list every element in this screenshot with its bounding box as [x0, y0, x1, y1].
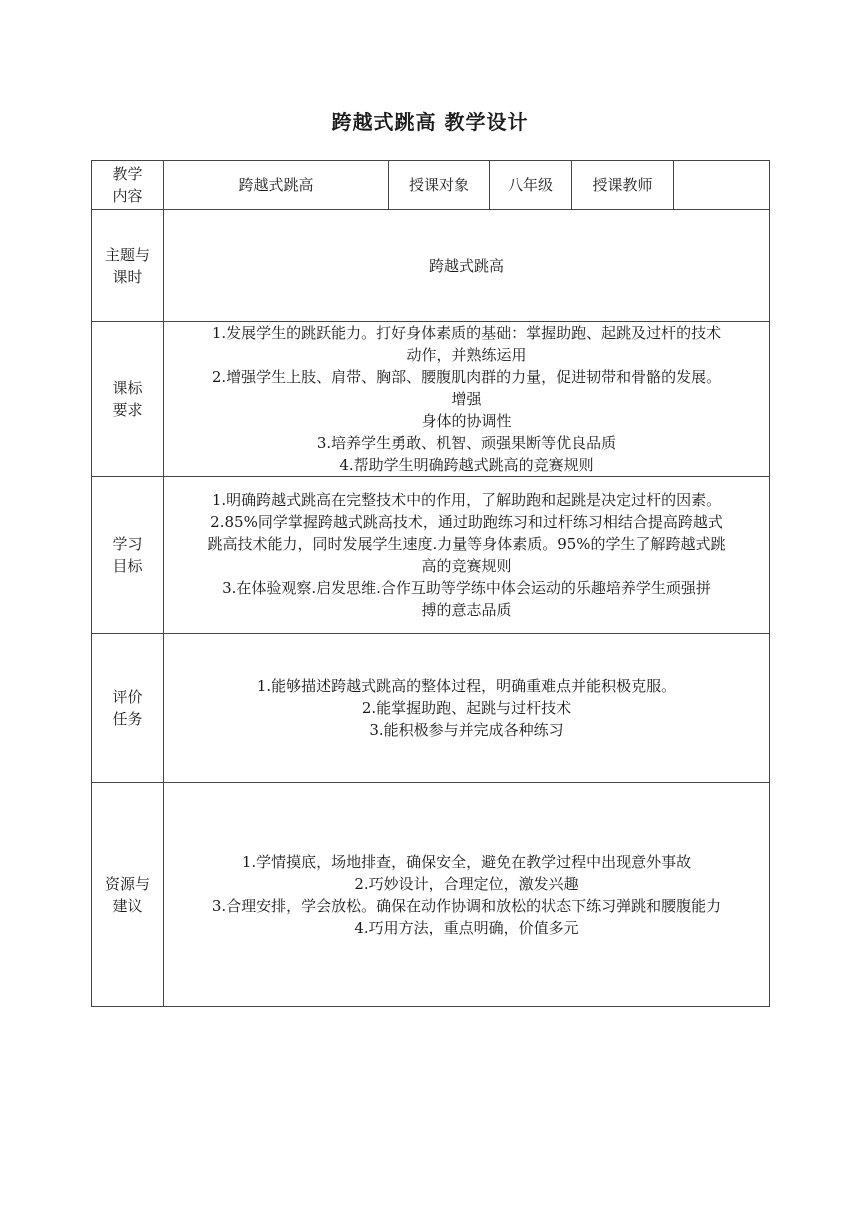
lesson-plan-table	[91, 160, 770, 1007]
standard-line: 3.培养学生勇敢、机智、顽强果断等优良品质	[316, 434, 617, 452]
goals-row	[92, 477, 770, 634]
goals-line: 搏的意志品质	[421, 601, 512, 619]
standard-row	[92, 322, 770, 477]
standard-line: 身体的协调性	[421, 412, 512, 430]
goals-line: 高的竞赛规则	[421, 557, 512, 575]
teacher-value-cell	[674, 161, 770, 210]
target-label-cell: 授课对象	[389, 161, 490, 210]
resources-line: 1.学情摸底，场地排查，确保安全，避免在教学过程中出现意外事故	[241, 852, 692, 871]
goals-label-line2: 目标	[112, 557, 143, 575]
assessment-line: 1.能够描述跨越式跳高的整体过程，明确重难点并能积极克服。	[256, 677, 677, 695]
standard-label-line1: 课标	[112, 379, 143, 397]
content-row	[92, 161, 770, 210]
topic-value-cell: 跨越式跳高	[164, 210, 770, 322]
resources-label-line2: 建议	[112, 896, 143, 915]
assessment-label-cell	[92, 634, 164, 783]
content-label-line2: 内容	[112, 187, 143, 205]
goals-line: 1.明确跨越式跳高在完整技术中的作用，了解助跑和起跳是决定过杆的因素。	[211, 491, 722, 509]
goals-content-cell	[164, 477, 770, 634]
document-title: 跨越式跳高 教学设计	[331, 110, 529, 134]
goals-line: 跳高技术能力，同时发展学生速度.力量等身体素质。95%的学生了解跨越式跳	[207, 535, 726, 553]
assessment-line: 2.能掌握助跑、起跳与过杆技术	[361, 699, 572, 717]
topic-label-line1: 主题与	[104, 245, 150, 264]
topic-label-line2: 课时	[112, 267, 143, 286]
standard-line: 1.发展学生的跳跃能力。打好身体素质的基础：掌握助跑、起跳及过杆的技术	[211, 324, 722, 342]
topic-label-cell	[92, 210, 164, 322]
content-value-cell: 跨越式跳高	[164, 161, 389, 210]
resources-line: 3.合理安排，学会放松。确保在动作协调和放松的状态下练习弹跳和腰腹能力	[211, 896, 722, 915]
assessment-content-cell	[164, 634, 770, 783]
standard-line: 4.帮助学生明确跨越式跳高的竞赛规则	[339, 456, 594, 474]
standard-label-cell	[92, 322, 164, 477]
goals-line: 3.在体验观察.启发思维.合作互助等学练中体会运动的乐趣培养学生顽强拼	[222, 579, 711, 597]
standard-content-cell	[164, 322, 770, 477]
standard-line: 2.增强学生上肢、肩带、胸部、腰腹肌肉群的力量，促进韧带和骨骼的发展。	[211, 368, 722, 386]
assessment-label-line2: 任务	[112, 710, 143, 728]
topic-row	[92, 210, 770, 322]
goals-label-line1: 学习	[112, 535, 143, 553]
resources-line: 2.巧妙设计，合理定位，激发兴趣	[354, 874, 579, 893]
content-label-line1: 教学	[112, 165, 143, 183]
standard-line: 增强	[451, 390, 482, 408]
standard-line: 动作，并熟练运用	[406, 346, 527, 364]
resources-content-cell	[164, 783, 770, 1007]
assessment-line: 3.能积极参与并完成各种练习	[369, 721, 564, 739]
resources-line: 4.巧用方法，重点明确，价值多元	[354, 918, 579, 937]
standard-label-line2: 要求	[112, 401, 143, 419]
goals-line: 2.85%同学掌握跨越式跳高技术，通过助跑练习和过杆练习相结合提高跨越式	[210, 513, 723, 531]
resources-label-line1: 资源与	[104, 874, 150, 893]
resources-row	[92, 783, 770, 1007]
assessment-label-line1: 评价	[112, 688, 143, 706]
teacher-label-cell: 授课教师	[572, 161, 674, 210]
resources-label-cell	[92, 783, 164, 1007]
content-label-cell	[92, 161, 164, 210]
goals-label-cell	[92, 477, 164, 634]
assessment-row	[92, 634, 770, 783]
target-value-cell: 八年级	[490, 161, 572, 210]
